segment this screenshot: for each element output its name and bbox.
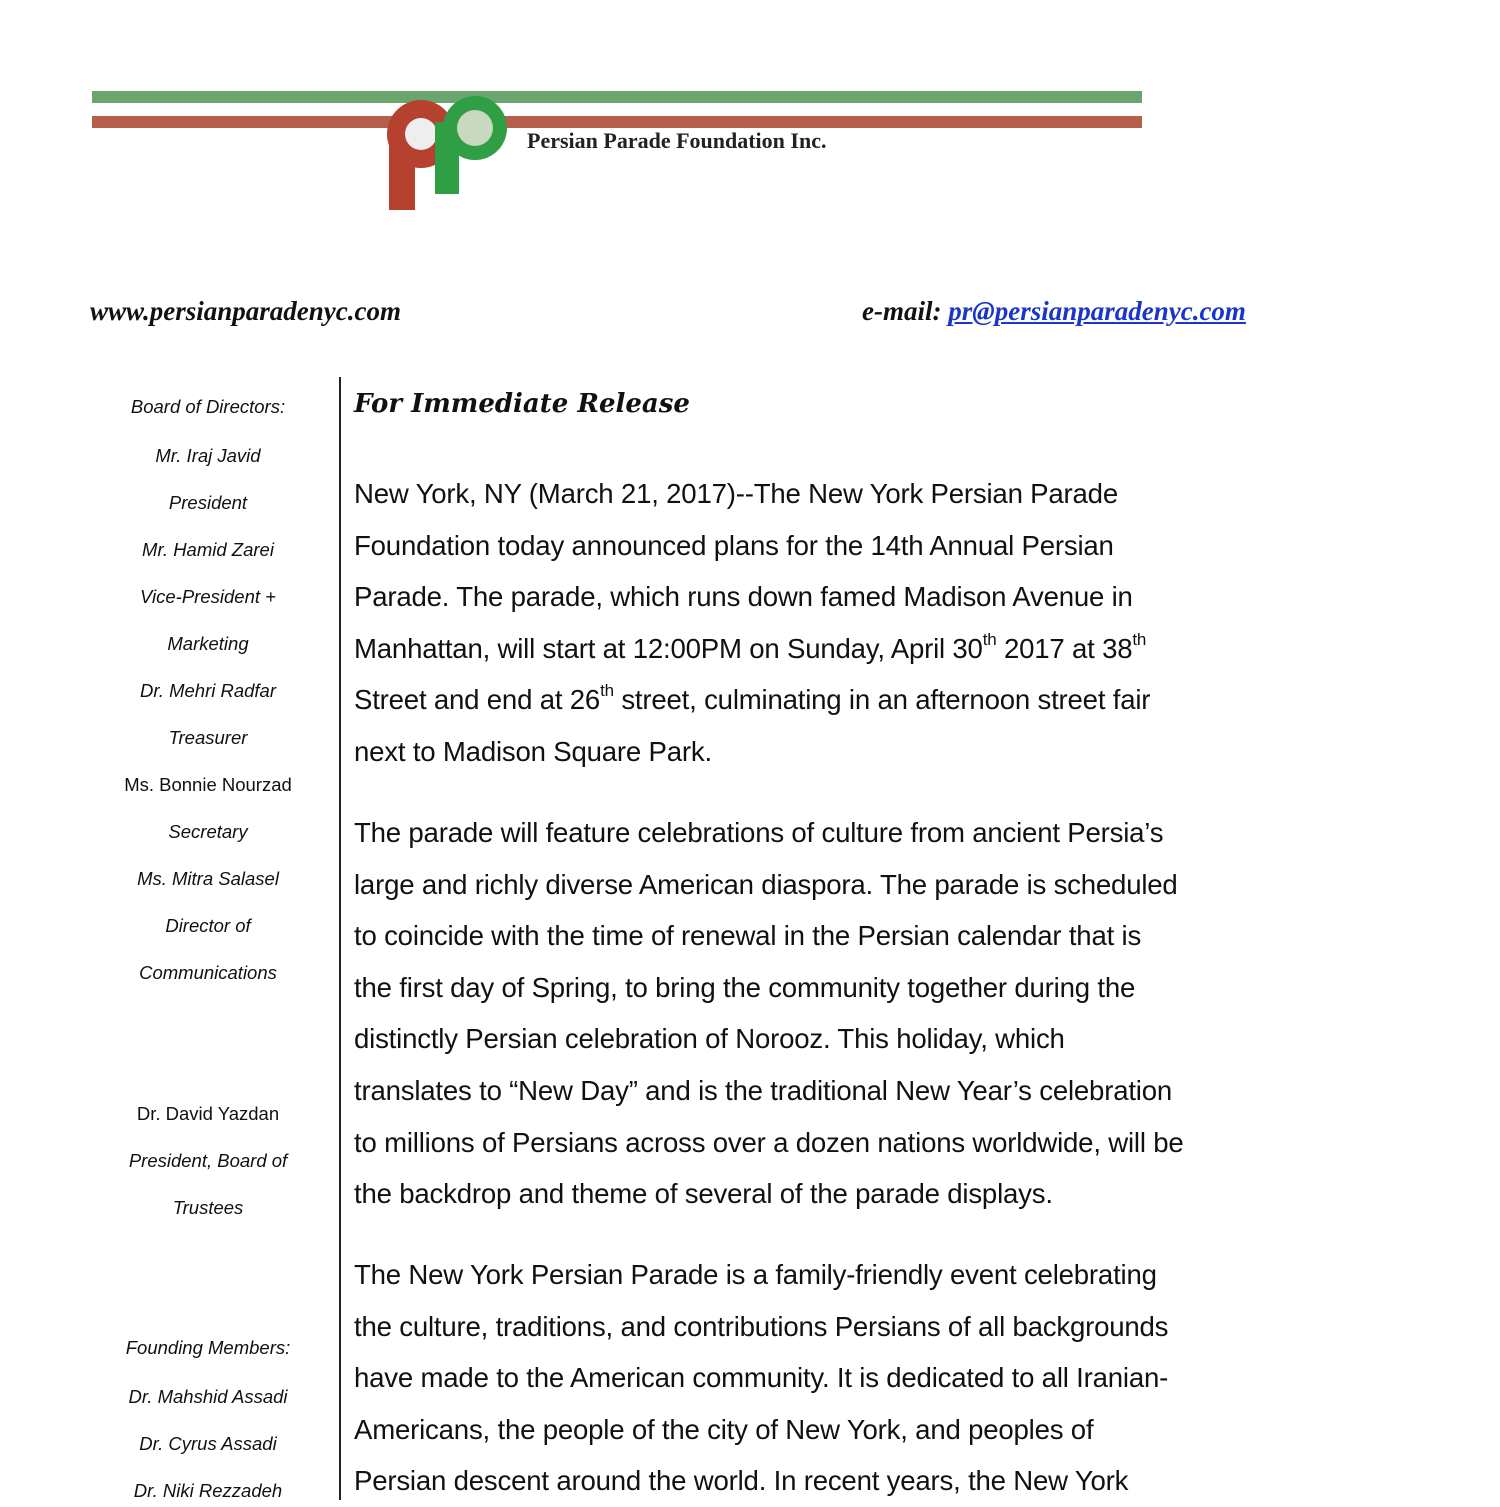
board-member-role: Marketing	[167, 633, 249, 654]
paragraph-family-event	[354, 1249, 1454, 1507]
paragraph-culture	[354, 807, 1454, 1220]
text-line: New York, NY (March 21, 2017)--The New York Persian Parade	[354, 478, 1118, 509]
board-member-name: Dr. David Yazdan	[136, 1103, 280, 1124]
logo-green-stripe	[92, 91, 1142, 103]
text-line: next to Madison Square Park.	[354, 735, 712, 767]
board-member-role: Treasurer	[168, 727, 248, 748]
logo-red-stripe	[92, 116, 1142, 128]
text-segment: Street and end at 26	[354, 684, 601, 716]
text-line: large and richly diverse American diaspora. The parade is scheduled	[354, 868, 1178, 900]
board-member-role: Secretary	[168, 821, 248, 842]
text-line: Persian descent around the world. In recent years, the New York	[354, 1465, 1129, 1497]
text-line: The New York Persian Parade is a family-friendly event celebrating	[354, 1259, 1157, 1290]
board-member-role: President	[168, 492, 248, 513]
text-line: Americans, the people of the city of New York, and peoples of	[354, 1413, 1094, 1445]
founding-heading: Founding Members:	[125, 1337, 291, 1358]
board-member-name: Ms. Mitra Salasel	[137, 868, 279, 889]
superscript: th	[982, 629, 997, 649]
text-line: translates to “New Day” and is the traditional New Year’s celebration	[354, 1074, 1173, 1106]
text-line: to coincide with the time of renewal in the Persian calendar that is	[354, 920, 1142, 952]
text-segment: 2017 at 38	[996, 632, 1133, 664]
board-member-name: Mr. Iraj Javid	[155, 445, 261, 466]
board-member-name: Mr. Hamid Zarei	[142, 539, 274, 560]
text-line: distinctly Persian celebration of Norooz. This holiday, which	[354, 1023, 1065, 1055]
paragraph-announcement	[354, 468, 1454, 778]
superscript: th	[600, 681, 614, 701]
org-name: Persian Parade Foundation Inc.	[527, 128, 827, 153]
board-heading: Board of Directors:	[130, 396, 286, 417]
release-heading: For Immediate Release	[354, 389, 690, 419]
superscript: th	[1132, 629, 1147, 649]
vertical-divider	[339, 377, 341, 1500]
text-line	[354, 674, 1454, 726]
email-link[interactable]: pr@persianparadenyc.com	[948, 296, 1246, 326]
board-member-role: Vice-President +	[140, 586, 276, 607]
text-line: have made to the American community. It is dedicated to all Iranian-	[354, 1362, 1169, 1394]
text-line: the culture, traditions, and contributions Persians of all backgrounds	[354, 1310, 1169, 1342]
board-member-name: Dr. Mehri Radfar	[139, 680, 277, 701]
text-line: the backdrop and theme of several of the parade displays.	[354, 1178, 1053, 1210]
logo-emblem	[385, 92, 525, 214]
founding-member: Dr. Cyrus Assadi	[139, 1433, 277, 1454]
website-link[interactable]: www.persianparadenyc.com	[90, 296, 402, 326]
text-line: to millions of Persians across over a dozen nations worldwide, will be	[354, 1126, 1184, 1158]
text-line	[354, 623, 1454, 675]
email-label: e-mail:	[862, 296, 949, 326]
board-member-role: Director of	[165, 915, 251, 936]
text-segment: Manhattan, will start at 12:00PM on Sunday, April 30	[354, 632, 983, 664]
founding-member: Dr. Mahshid Assadi	[128, 1386, 288, 1407]
board-member-role: Trustees	[172, 1197, 244, 1218]
founding-member: Dr. Niki Rezzadeh	[133, 1480, 283, 1501]
text-segment: street, culminating in an afternoon street fair	[613, 684, 1151, 716]
board-member-role: President, Board of	[128, 1150, 288, 1171]
board-member-role: Communications	[139, 962, 277, 983]
board-member-name: Ms. Bonnie Nourzad	[124, 774, 292, 795]
text-line: the first day of Spring, to bring the community together during the	[354, 971, 1136, 1003]
text-line: Parade. The parade, which runs down famed Madison Avenue in	[354, 581, 1133, 613]
email-line	[862, 296, 1246, 327]
text-line: Foundation today announced plans for the 14th Annual Persian	[354, 529, 1114, 561]
text-line: The parade will feature celebrations of culture from ancient Persia’s	[354, 817, 1164, 848]
